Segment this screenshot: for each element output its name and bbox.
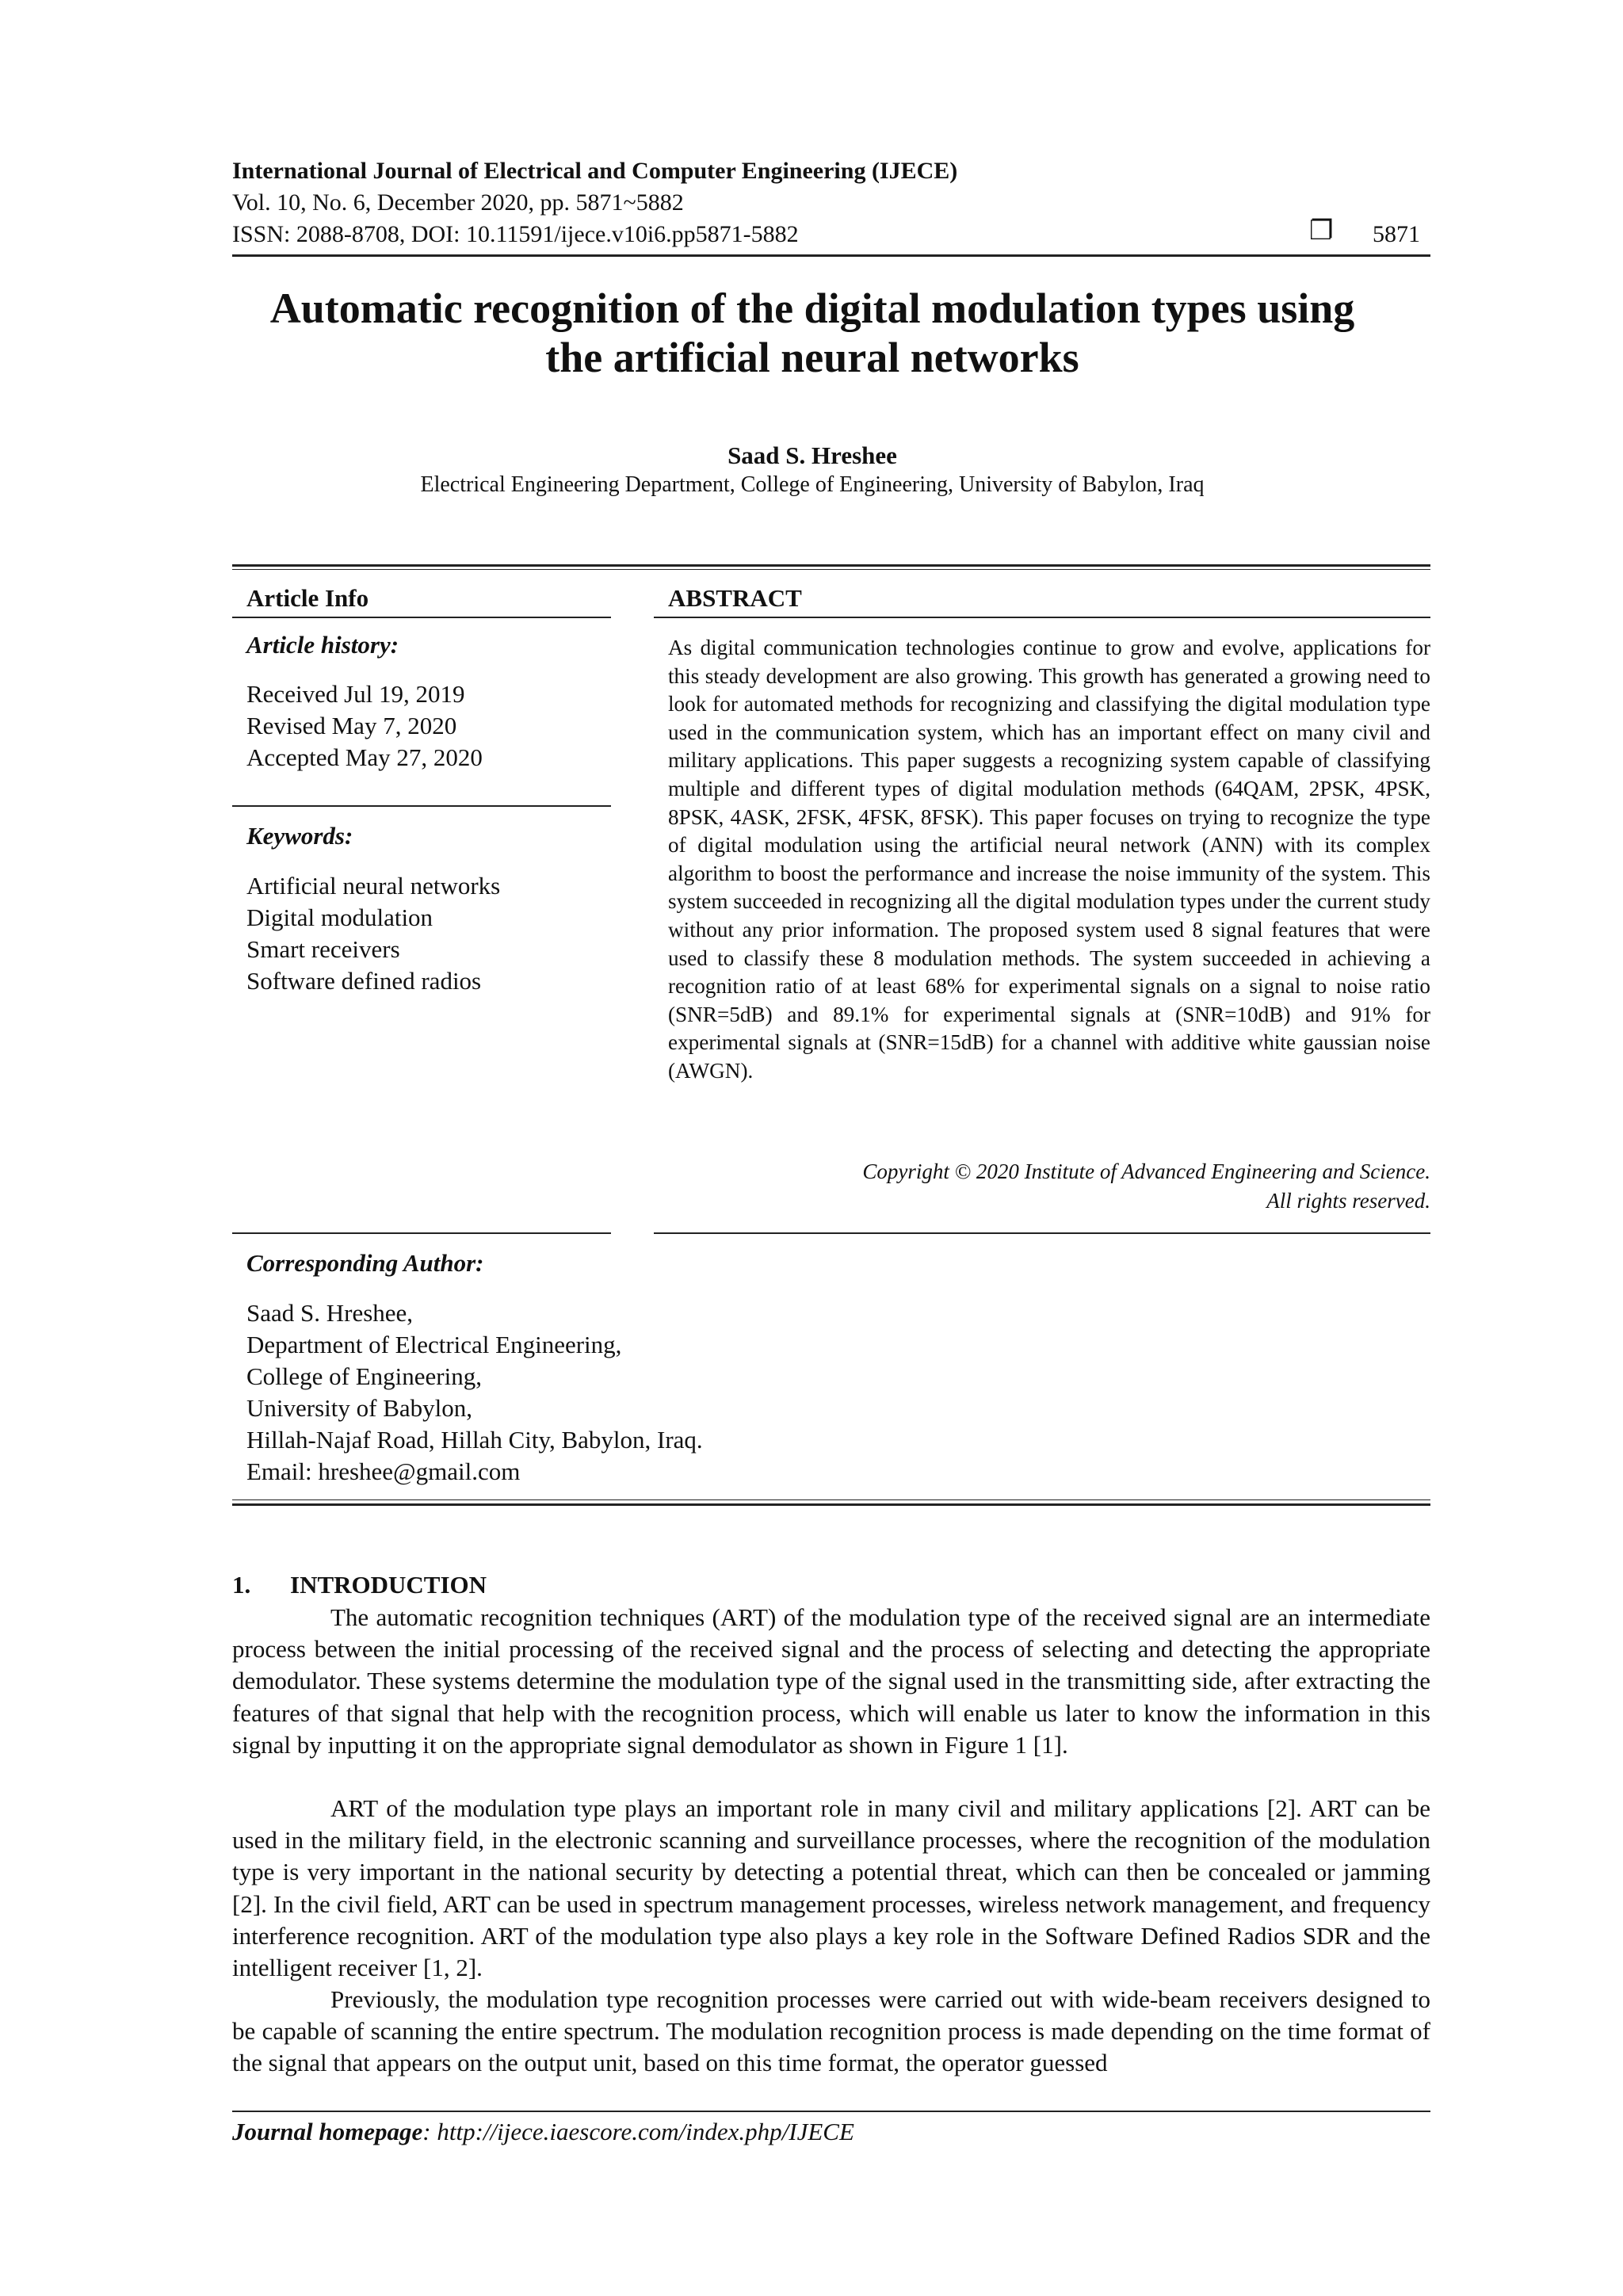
info-top-rule	[232, 564, 1430, 567]
intro-paragraph-1: The automatic recognition techniques (ART) of the modulation type of the received signal are an intermediate process between the initial processing of the received signal and the process of selecting and detecting the appropriate demodulator. These systems determine the modulation type of the signal used in the transmitting side, after extracting the features of that signal that help with the recognition process, which will enable us later to know the information in this signal by inputting it on the appropriate signal demodulator as shown in Figure 1 [1].	[232, 1603, 1430, 1759]
history-accepted: Accepted May 27, 2020	[246, 743, 483, 771]
keyword-item: Software defined radios	[246, 967, 482, 995]
homepage-label: Journal homepage	[232, 2118, 423, 2145]
abstract-rule	[654, 617, 1430, 618]
keyword-item: Artificial neural networks	[246, 872, 501, 900]
history-rule	[232, 805, 611, 807]
box-icon: ❐	[1309, 216, 1334, 246]
corresponding-details	[246, 1297, 703, 1488]
info-bottom-double-rule	[232, 1503, 1430, 1506]
keywords-heading: Keywords:	[246, 822, 353, 850]
history-received: Received Jul 19, 2019	[246, 680, 465, 708]
abstract-bottom-rule	[654, 1232, 1430, 1234]
corresponding-line: Hillah-Najaf Road, Hillah City, Babylon, Iraq.	[246, 1426, 703, 1454]
intro-paragraph-2: ART of the modulation type plays an important role in many civil and military applications [2]. ART can be used in the military field, in the electronic scanning and surveillance processes, where the recognition of the modulation type is very important in the national security by detecting a potential threat, which can then be concealed or jamming [2]. In the civil field, ART can be used in spectrum management processes, wireless network management, and frequency interference recognition. ART of the modulation type also plays a key role in the Software Defined Radios SDR and the intelligent receiver [1, 2].	[232, 1794, 1430, 1982]
title-line-1: Automatic recognition of the digital modulation types using	[269, 285, 1355, 332]
author-affiliation: Electrical Engineering Department, College of Engineering, University of Babylon, Iraq	[420, 472, 1205, 497]
article-info-rule	[232, 617, 611, 618]
abstract-heading: ABSTRACT	[668, 584, 802, 612]
introduction-heading: INTRODUCTION	[290, 1571, 487, 1599]
keyword-item: Smart receivers	[246, 935, 400, 963]
corresponding-heading: Corresponding Author:	[246, 1249, 484, 1277]
corresponding-line: College of Engineering,	[246, 1362, 482, 1390]
homepage-url[interactable]: : http://ijece.iaescore.com/index.php/IJECE	[422, 2118, 854, 2145]
info-bottom-rule	[232, 1232, 611, 1234]
article-info-heading: Article Info	[246, 584, 369, 612]
history-revised: Revised May 7, 2020	[246, 712, 457, 739]
section-number: 1.	[232, 1571, 251, 1599]
journal-name: International Journal of Electrical and Computer Engineering (IJECE)	[232, 158, 958, 184]
paper-title	[190, 284, 1434, 382]
volume-info: Vol. 10, No. 6, December 2020, pp. 5871~5882	[232, 189, 684, 216]
corresponding-email: Email: hreshee@gmail.com	[246, 1457, 521, 1485]
info-top-rule-thin	[232, 569, 1430, 570]
title-line-2: the artificial neural networks	[545, 334, 1079, 381]
issn-doi: ISSN: 2088-8708, DOI: 10.11591/ijece.v10i6.pp5871-5882	[232, 221, 799, 247]
keywords-list	[246, 870, 500, 997]
history-heading: Article history:	[246, 631, 399, 659]
copyright-line-1: Copyright © 2020 Institute of Advanced Engineering and Science.	[862, 1159, 1430, 1183]
footer-rule	[232, 2111, 1430, 2112]
journal-homepage	[232, 2116, 854, 2148]
copyright-line-2: All rights reserved.	[1266, 1189, 1430, 1213]
corresponding-line: Saad S. Hreshee,	[246, 1299, 414, 1327]
abstract-text: As digital communication technologies continue to grow and evolve, applications for this steady development are also growing. This growth has generated a growing need to look for automated methods for recognizing and classifying the digital modulation type used in the communication system, which has an important effect on many civil and military applications. This paper suggests a recognizing system capable of classifying multiple and different types of digital modulation methods (64QAM, 2PSK, 4PSK, 8PSK, 4ASK, 2FSK, 4FSK, 8FSK). This paper focuses on trying to recognize the type of digital modulation using the artificial neural network (ANN) with its complex algorithm to boost the performance and increase the noise immunity of the system. This system succeeded in recognizing all the digital modulation types under the current study without any prior information. The proposed system used 8 signal features that were used to classify these 8 modulation methods. The system succeeded in achieving a recognition ratio of at least 68% for experimental signals on a signal to noise ratio (SNR=5dB) and 89.1% for experimental signals at (SNR=10dB) and 91% for experimental signals at (SNR=15dB) for a channel with additive white gaussian noise (AWGN).	[668, 636, 1430, 1083]
header-rule	[232, 254, 1430, 257]
author-name: Saad S. Hreshee	[727, 441, 897, 469]
corresponding-line: University of Babylon,	[246, 1394, 472, 1422]
page-number: 5871	[1373, 221, 1420, 247]
corresponding-line: Department of Electrical Engineering,	[246, 1331, 622, 1358]
info-bottom-double-rule-thin	[232, 1499, 1430, 1500]
history-list	[246, 678, 483, 774]
copyright-notice	[668, 1157, 1430, 1216]
keyword-item: Digital modulation	[246, 904, 433, 931]
intro-paragraph-3: Previously, the modulation type recognition processes were carried out with wide-beam receivers designed to be capable of scanning the entire spectrum. The modulation recognition process is made depending on the time format of the signal that appears on the output unit, based on this time format, the operator guessed	[232, 1985, 1430, 2077]
